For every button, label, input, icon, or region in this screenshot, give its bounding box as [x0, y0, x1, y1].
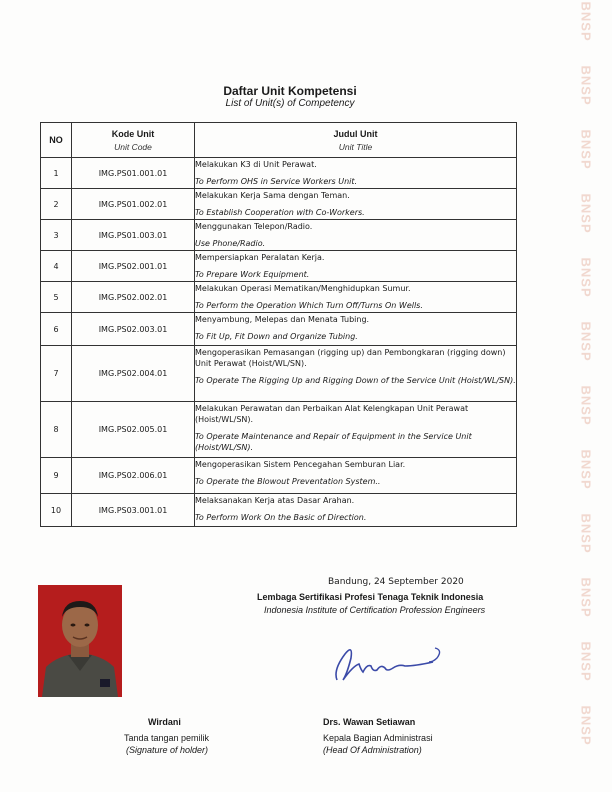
row-title — [195, 494, 517, 527]
row-title — [195, 189, 517, 220]
row-no: 3 — [41, 220, 72, 251]
row-code: IMG.PS02.004.01 — [72, 346, 195, 402]
row-code: IMG.PS01.003.01 — [72, 220, 195, 251]
row-code: IMG.PS02.002.01 — [72, 282, 195, 313]
col-title-label-en: Unit Title — [338, 141, 373, 152]
watermark-text: BNSP — [578, 449, 594, 490]
table-row — [41, 251, 517, 282]
watermark-text: BNSP — [578, 129, 594, 170]
holder-photo — [38, 585, 122, 697]
row-title-id: Melakukan K3 di Unit Perawat. — [195, 160, 317, 169]
row-code: IMG.PS02.001.01 — [72, 251, 195, 282]
row-no: 6 — [41, 313, 72, 346]
row-title — [195, 346, 517, 402]
holder-name: Wirdani — [148, 717, 181, 727]
row-title-id: Mengoperasikan Pemasangan (rigging up) dan Pembongkaran (rigging down) Unit Perawat (Hoist/WL/SN). — [195, 348, 506, 368]
col-code-header — [72, 123, 195, 158]
row-title — [195, 251, 517, 282]
bnsp-watermark — [566, 0, 606, 792]
row-title-id: Melaksanakan Kerja atas Dasar Arahan. — [195, 496, 355, 505]
page-subtitle: List of Unit(s) of Competency — [225, 98, 355, 109]
row-title-en: Use Phone/Radio. — [195, 239, 266, 248]
watermark-text: BNSP — [578, 193, 594, 234]
issue-date: Bandung, 24 September 2020 — [328, 577, 464, 587]
row-code: IMG.PS01.002.01 — [72, 189, 195, 220]
row-no: 9 — [41, 458, 72, 494]
row-title-en: To Fit Up, Fit Down and Organize Tubing. — [195, 332, 358, 341]
row-title-id: Menyambung, Melepas dan Menata Tubing. — [195, 315, 370, 324]
row-title — [195, 282, 517, 313]
col-code-label-en: Unit Code — [114, 141, 152, 152]
row-code: IMG.PS02.003.01 — [72, 313, 195, 346]
watermark-text: BNSP — [578, 65, 594, 106]
row-title — [195, 158, 517, 189]
competency-table — [40, 122, 517, 527]
row-title-id: Mempersiapkan Peralatan Kerja. — [195, 253, 325, 262]
row-code: IMG.PS03.001.01 — [72, 494, 195, 527]
row-no: 1 — [41, 158, 72, 189]
row-code: IMG.PS02.005.01 — [72, 402, 195, 458]
row-title-en: To Perform OHS in Service Workers Unit. — [195, 177, 358, 186]
row-no: 7 — [41, 346, 72, 402]
watermark-text: BNSP — [578, 577, 594, 618]
table-row — [41, 402, 517, 458]
table-row — [41, 220, 517, 251]
row-no: 2 — [41, 189, 72, 220]
watermark-text: BNSP — [578, 321, 594, 362]
admin-role-en: (Head Of Administration) — [323, 745, 422, 755]
table-row — [41, 282, 517, 313]
row-no: 8 — [41, 402, 72, 458]
row-title-en: To Operate the Blowout Preventation System.. — [195, 477, 381, 486]
row-title-id: Mengoperasikan Sistem Pencegahan Semburan Liar. — [195, 460, 406, 469]
portrait-image — [38, 585, 122, 697]
row-title-en: To Perform Work On the Basic of Direction. — [195, 513, 367, 522]
row-no: 10 — [41, 494, 72, 527]
row-title-en: To Prepare Work Equipment. — [195, 270, 310, 279]
admin-name: Drs. Wawan Setiawan — [323, 717, 416, 727]
col-no-header: NO — [41, 123, 72, 158]
holder-role-en: (Signature of holder) — [126, 745, 209, 755]
institution-name: Lembaga Sertifikasi Profesi Tenaga Teknik Indonesia — [257, 592, 484, 602]
row-title-en: To Operate Maintenance and Repair of Equipment in the Service Unit (Hoist/WL/SN). — [195, 432, 472, 452]
table-row — [41, 313, 517, 346]
row-no: 5 — [41, 282, 72, 313]
row-no: 4 — [41, 251, 72, 282]
page-title: Daftar Unit Kompetensi — [223, 84, 357, 98]
table-row — [41, 346, 517, 402]
row-title-en: To Operate The Rigging Up and Rigging Down of the Service Unit (Hoist/WL/SN). — [195, 376, 516, 385]
holder-role: Tanda tangan pemilik — [124, 733, 210, 743]
table-row — [41, 189, 517, 220]
watermark-text: BNSP — [578, 705, 594, 746]
row-title-id: Melakukan Kerja Sama dengan Teman. — [195, 191, 350, 200]
institution-name-en: Indonesia Institute of Certification Profession Engineers — [264, 605, 486, 615]
col-code-label: Kode Unit — [111, 128, 155, 139]
table-row — [41, 458, 517, 494]
watermark-text: BNSP — [578, 641, 594, 682]
row-title-en: To Establish Cooperation with Co-Workers. — [195, 208, 365, 217]
watermark-text: BNSP — [578, 513, 594, 554]
admin-role: Kepala Bagian Administrasi — [323, 733, 433, 743]
row-title — [195, 402, 517, 458]
col-title-header — [195, 123, 517, 158]
row-title — [195, 458, 517, 494]
row-code: IMG.PS01.001.01 — [72, 158, 195, 189]
col-title-label: Judul Unit — [333, 128, 378, 139]
table-row — [41, 158, 517, 189]
watermark-text: BNSP — [578, 257, 594, 298]
admin-signature — [323, 640, 453, 686]
watermark-text: BNSP — [578, 385, 594, 426]
row-title — [195, 313, 517, 346]
row-title-id: Melakukan Perawatan dan Perbaikan Alat Kelengkapan Unit Perawat (Hoist/WL/SN). — [195, 404, 469, 424]
watermark-text: BNSP — [578, 1, 594, 42]
table-row — [41, 494, 517, 527]
row-title-en: To Perform the Operation Which Turn Off/Turns On Wells. — [195, 301, 423, 310]
row-title — [195, 220, 517, 251]
row-title-id: Menggunakan Telepon/Radio. — [195, 222, 313, 231]
table-header-row — [41, 123, 517, 158]
row-title-id: Melakukan Operasi Mematikan/Menghidupkan Sumur. — [195, 284, 411, 293]
row-code: IMG.PS02.006.01 — [72, 458, 195, 494]
